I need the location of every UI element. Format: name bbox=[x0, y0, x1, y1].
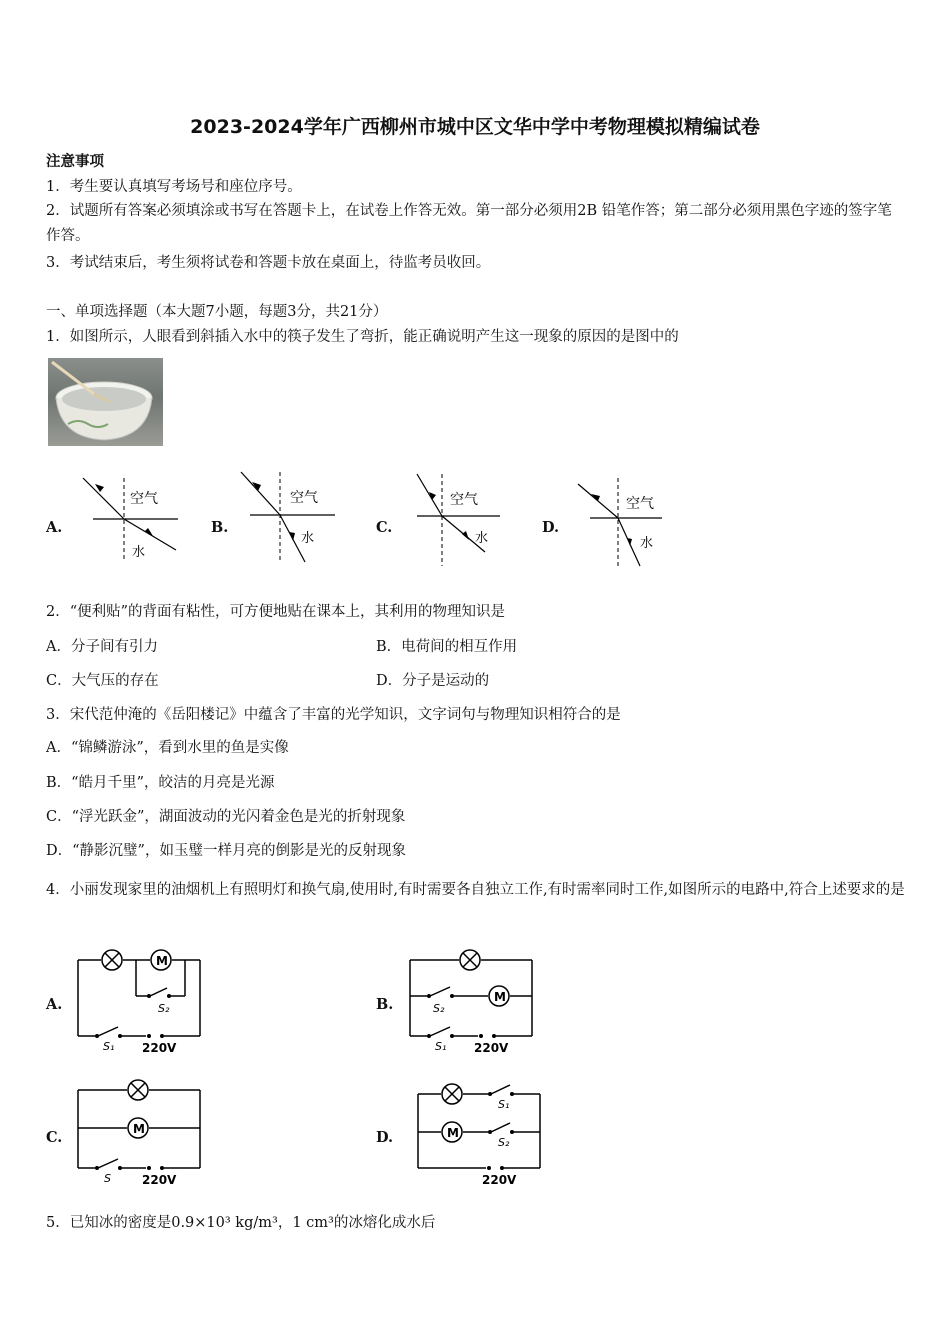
svg-text:S₂: S₂ bbox=[498, 1136, 510, 1149]
q1-diagram-c bbox=[405, 470, 515, 570]
svg-text:水: 水 bbox=[475, 531, 489, 546]
svg-text:S: S bbox=[104, 1172, 111, 1185]
svg-text:空气: 空气 bbox=[450, 492, 478, 508]
q2-option-a: A．分子间有引力 bbox=[46, 639, 158, 655]
section-heading: 一、单项选择题（本大题7小题，每题3分，共21分） bbox=[46, 304, 388, 320]
q2-option-d: D．分子是运动的 bbox=[376, 673, 490, 689]
q1-diagram-b bbox=[235, 466, 345, 566]
svg-text:M: M bbox=[494, 990, 506, 1004]
q5-stem: 5．已知冰的密度是0.9×10³ kg/m³，1 cm³的冰熔化成水后 bbox=[46, 1215, 436, 1231]
svg-text:M: M bbox=[156, 954, 168, 968]
svg-text:S₁: S₁ bbox=[498, 1098, 510, 1111]
svg-text:S₁: S₁ bbox=[435, 1040, 447, 1053]
q4-circuit-c bbox=[70, 1076, 210, 1188]
svg-text:水: 水 bbox=[301, 531, 315, 546]
svg-text:空气: 空气 bbox=[626, 496, 654, 512]
q4-circuit-a bbox=[70, 944, 210, 1056]
svg-text:220V: 220V bbox=[142, 1173, 177, 1187]
q4-label-d: D. bbox=[376, 1129, 394, 1146]
q3-option-a: A．“锦鳞游泳”，看到水里的鱼是实像 bbox=[46, 740, 289, 756]
q3-option-b: B．“皓月千里”，皎洁的月亮是光源 bbox=[46, 775, 275, 791]
svg-text:水: 水 bbox=[640, 536, 654, 551]
notice-item-3: 3．考试结束后，考生须将试卷和答题卡放在桌面上，待监考员收回。 bbox=[46, 255, 491, 271]
svg-text:空气: 空气 bbox=[130, 491, 158, 507]
notice-item-1: 1．考生要认真填写考场号和座位序号。 bbox=[46, 179, 302, 195]
chopsticks-bowl-photo bbox=[48, 358, 163, 446]
q3-stem: 3．宋代范仲淹的《岳阳楼记》中蕴含了丰富的光学知识，文字词句与物理知识相符合的是 bbox=[46, 707, 621, 723]
q2-option-c: C．大气压的存在 bbox=[46, 673, 159, 689]
q4-label-b: B. bbox=[376, 996, 394, 1013]
svg-text:S₁: S₁ bbox=[103, 1040, 115, 1053]
q3-option-c: C．“浮光跃金”，湖面波动的光闪着金色是光的折射现象 bbox=[46, 809, 406, 825]
q1-label-d: D. bbox=[542, 519, 560, 536]
page-title: 2023-2024学年广西柳州市城中区文华中学中考物理模拟精编试卷 bbox=[190, 116, 760, 138]
q4-label-c: C. bbox=[46, 1129, 63, 1146]
notice-heading: 注意事项 bbox=[46, 153, 104, 170]
q4-label-a: A. bbox=[46, 996, 63, 1013]
q2-stem: 2．“便利贴”的背面有粘性，可方便地贴在课本上，其利用的物理知识是 bbox=[46, 604, 506, 620]
svg-text:220V: 220V bbox=[142, 1041, 177, 1055]
svg-text:220V: 220V bbox=[474, 1041, 509, 1055]
svg-text:M: M bbox=[133, 1122, 145, 1136]
q1-label-b: B. bbox=[211, 519, 229, 536]
q4-stem: 4．小丽发现家里的油烟机上有照明灯和换气扇,使用时,有时需要各自独立工作,有时需率同时工作,如图所示的电路中,符合上述要求的是 bbox=[46, 882, 905, 898]
notice-item-2: 2．试题所有答案必须填涂或书写在答题卡上，在试卷上作答无效。第一部分必须用2B 铅笔作答；第二部分必须用黑色字迹的签字笔作答。 bbox=[46, 203, 892, 244]
q4-circuit-b bbox=[402, 944, 542, 1056]
q3-option-d: D．“静影沉璧”，如玉璧一样月亮的倒影是光的反射现象 bbox=[46, 843, 406, 859]
q4-circuit-d bbox=[410, 1076, 550, 1188]
q1-label-a: A. bbox=[46, 519, 63, 536]
q1-stem: 1．如图所示，人眼看到斜插入水中的筷子发生了弯折，能正确说明产生这一现象的原因的是图中的 bbox=[46, 329, 679, 345]
q2-option-b: B．电荷间的相互作用 bbox=[376, 639, 518, 655]
q1-label-c: C. bbox=[376, 519, 393, 536]
svg-text:S₂: S₂ bbox=[433, 1002, 445, 1015]
svg-text:220V: 220V bbox=[482, 1173, 517, 1187]
svg-text:空气: 空气 bbox=[290, 490, 318, 506]
q1-diagram-a bbox=[78, 470, 188, 565]
svg-text:S₂: S₂ bbox=[158, 1002, 170, 1015]
svg-text:水: 水 bbox=[132, 545, 146, 560]
q1-diagram-d bbox=[570, 474, 680, 574]
svg-text:M: M bbox=[447, 1126, 459, 1140]
